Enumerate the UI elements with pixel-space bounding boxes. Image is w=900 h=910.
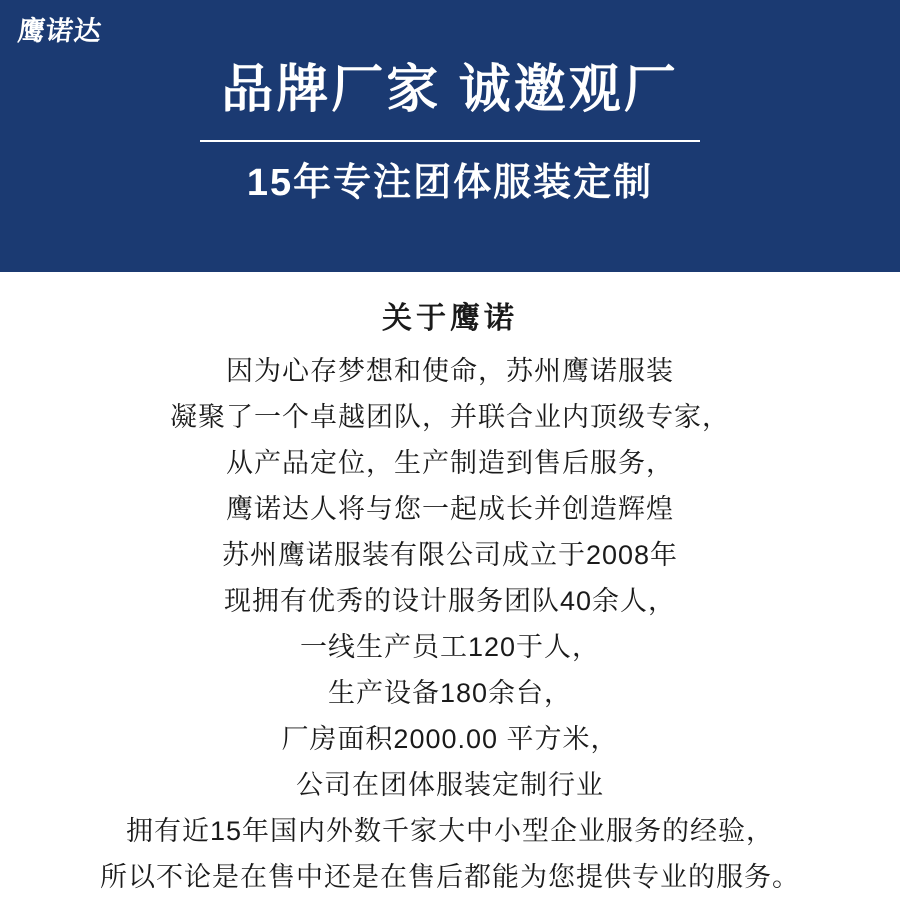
about-heading: 关于鹰诺 <box>382 302 518 335</box>
about-line: 苏州鹰诺服装有限公司成立于2008年 <box>221 540 679 570</box>
about-line: 生产设备180余台， <box>327 678 573 708</box>
about-line: 现拥有优秀的设计服务团队40余人， <box>223 586 677 616</box>
banner-subtitle: 15年专注团体服装定制 <box>246 162 654 204</box>
about-line: 一线生产员工120于人， <box>299 632 601 662</box>
about-line: 厂房面积2000.00 平方米， <box>281 724 619 754</box>
about-line: 所以不论是在售中还是在售后都能为您提供专业的服务。 <box>100 862 800 892</box>
about-line: 从产品定位，生产制造到售后服务， <box>226 448 674 478</box>
banner-text-block <box>0 56 900 210</box>
about-line: 凝聚了一个卓越团队，并联合业内顶级专家， <box>170 402 730 432</box>
banner-divider <box>200 140 700 142</box>
about-line: 公司在团体服装定制行业 <box>296 770 604 800</box>
about-section <box>0 272 900 910</box>
brand-logo-icon: 鹰诺达 <box>16 16 104 46</box>
about-line: 鹰诺达人将与您一起成长并创造辉煌 <box>226 494 674 524</box>
about-line: 因为心存梦想和使命，苏州鹰诺服装 <box>226 356 674 386</box>
hero-banner <box>0 0 900 272</box>
banner-title: 品牌厂家 诚邀观厂 <box>221 61 679 119</box>
brand-logo <box>18 14 128 62</box>
about-line: 拥有近15年国内外数千家大中小型企业服务的经验， <box>125 816 775 846</box>
